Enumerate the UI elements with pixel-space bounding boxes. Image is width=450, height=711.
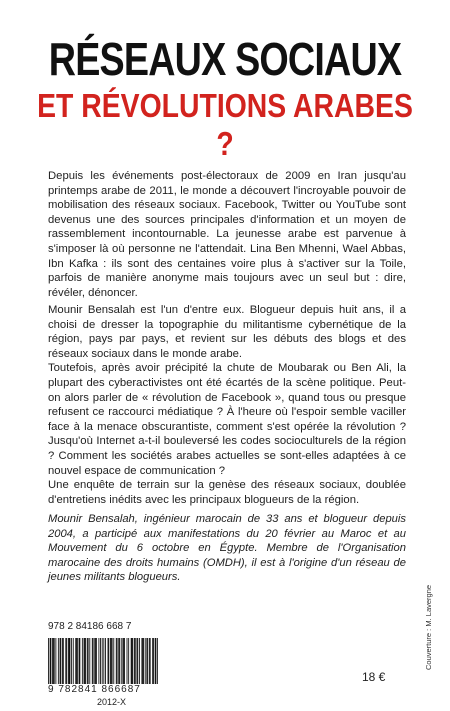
summary-paragraph-1: Depuis les événements post-électoraux de 2009 en Iran jusqu'au printemps arabe de 2011, le monde a découvert l'incroyable pouvoir de mobilisation des réseaux sociaux. Facebook, Twitter ou YouTube sont devenus une des sources principales d'information et un moyen de rassemblement incontournable. La jeunesse arabe est parvenue à s'imposer là où personne ne l'attendait. Lina Ben Mhenni, Wael Abbas, Ibn Kafka : ils sont des centaines voire plus à s'activer sur la Toile, parfois de manière anonyme mais toujours avec un seul but : dire, révéler, dénoncer.	[48, 170, 406, 299]
barcode-bar	[95, 638, 96, 684]
barcode-bar	[147, 638, 148, 684]
barcode-bar	[128, 638, 129, 684]
barcode-bar	[88, 638, 89, 684]
barcode-bar	[137, 638, 138, 684]
barcode-bar	[94, 638, 95, 684]
barcode-bar	[112, 638, 113, 684]
barcode-bar	[135, 638, 136, 684]
book-title-line1: RÉSEAUX SOCIAUX	[48, 33, 402, 85]
barcode-bar	[145, 638, 146, 684]
barcode-bar	[87, 638, 88, 684]
barcode-bar	[122, 638, 123, 684]
barcode-bar	[119, 638, 120, 684]
barcode-bar	[102, 638, 103, 684]
summary-paragraph-2c: Une enquête de terrain sur la genèse des réseaux sociaux, doublée d'entretiens inédits avec les principaux blogueurs de la région.	[48, 479, 406, 506]
barcode-bar	[146, 638, 147, 684]
barcode-bar	[131, 638, 132, 684]
barcode-bar	[124, 638, 125, 684]
isbn-number: 978 2 84186 668 7	[48, 621, 132, 632]
barcode-bar	[54, 638, 55, 684]
book-title-line2: ET RÉVOLUTIONS ARABES ?	[37, 87, 413, 162]
price-label: 18 €	[362, 670, 386, 684]
barcode-bar	[150, 638, 151, 684]
barcode-bar	[79, 638, 80, 684]
barcode-bar	[55, 638, 56, 684]
barcode-bar	[139, 638, 140, 684]
author-bio: Mounir Bensalah, ingénieur marocain de 33 ans et blogueur depuis 2004, a participé aux manifestations du 20 février au Maroc et au Mouvement du 6 octobre en Égypte. Membre de l'Organisation marocaine des droits humains (OMDH), il est à l'origine d'un réseau de jeunes militants blogueurs.	[48, 513, 406, 584]
barcode-bar	[136, 638, 137, 684]
barcode-bar	[152, 638, 153, 684]
barcode-bar	[149, 638, 150, 684]
summary-block-2	[48, 303, 406, 507]
barcode-bar	[69, 638, 70, 684]
barcode-bar	[118, 638, 119, 684]
barcode-suffix: 2012-X	[97, 697, 127, 707]
barcode-bar	[105, 638, 106, 684]
barcode-bar	[89, 638, 90, 684]
barcode-bar	[96, 638, 97, 684]
barcode-bar	[156, 638, 157, 684]
barcode-bar	[153, 638, 154, 684]
barcode-bar	[58, 638, 59, 684]
barcode-bar	[52, 638, 53, 684]
summary-paragraph-2b: Toutefois, après avoir précipité la chute de Moubarak ou Ben Ali, la plupart des cyberactivistes ont été écartés de la scène politique. Peut-on alors parler de « révolution de Facebook », quand tous ou presque refusent ce raccourci médiatique ? À l'heure où l'espoir semble vaciller face à la menace obscurantiste, comment s'est opérée la révolution ? Jusqu'où Internet a-t-il bouleversé les codes socioculturels de la région ? Comment les sociétés arabes actuelles se sont-elles adaptées à ce nouvel espace de communication ?	[48, 362, 406, 477]
barcode-bar	[132, 638, 133, 684]
barcode-bar	[117, 638, 118, 684]
barcode-bar	[123, 638, 124, 684]
barcode-bar	[108, 638, 109, 684]
summary-paragraph-2a: Mounir Bensalah est l'un d'entre eux. Blogueur depuis huit ans, il a choisi de dresser la topographie du militantisme cybernétique de la région, pays par pays, et revient sur les débuts des blogs et des réseaux sociaux dans le monde arabe.	[48, 304, 406, 360]
barcode-bar	[65, 638, 66, 684]
barcode-bar	[92, 638, 93, 684]
barcode-bar	[98, 638, 99, 684]
barcode-bar	[111, 638, 112, 684]
barcode-bar	[71, 638, 72, 684]
cover-credit: Couverture : M. Lavergne	[424, 584, 433, 670]
barcode-bar	[110, 638, 111, 684]
barcode-bar	[66, 638, 67, 684]
barcode-bar	[157, 638, 158, 684]
barcode-bar	[75, 638, 76, 684]
barcode-bar	[132, 638, 133, 684]
barcode-bar	[142, 638, 143, 684]
barcode-bar	[60, 638, 61, 684]
barcode-bar	[121, 638, 122, 684]
barcode-bar	[100, 638, 101, 684]
barcode-bar	[113, 638, 114, 684]
barcode-bar	[70, 638, 71, 684]
barcode-bar	[84, 638, 85, 684]
barcode-bar	[77, 638, 78, 684]
barcode-bar	[76, 638, 77, 684]
barcode-bar	[155, 638, 156, 684]
barcode-bar	[108, 638, 109, 684]
barcode-bar	[82, 638, 83, 684]
barcode-bar	[50, 638, 51, 684]
barcode-bar	[50, 638, 51, 684]
barcode-bar	[84, 638, 85, 684]
barcode-icon	[48, 638, 158, 684]
barcode-bar	[79, 638, 80, 684]
barcode-digits: 9 782841 866687	[48, 684, 141, 695]
barcode-bar	[141, 638, 142, 684]
barcode-bar	[127, 638, 128, 684]
barcode-bar	[60, 638, 61, 684]
barcode-bar	[93, 638, 94, 684]
barcode-bar	[73, 638, 74, 684]
barcode-bar	[48, 638, 49, 684]
barcode-bar	[63, 638, 64, 684]
barcode-bar	[62, 638, 63, 684]
barcode-bar	[85, 638, 86, 684]
barcode-bar	[116, 638, 117, 684]
barcode-bar	[134, 638, 135, 684]
barcode-bar	[53, 638, 54, 684]
barcode-bar	[103, 638, 104, 684]
barcode-bar	[143, 638, 144, 684]
barcode-bar	[68, 638, 69, 684]
